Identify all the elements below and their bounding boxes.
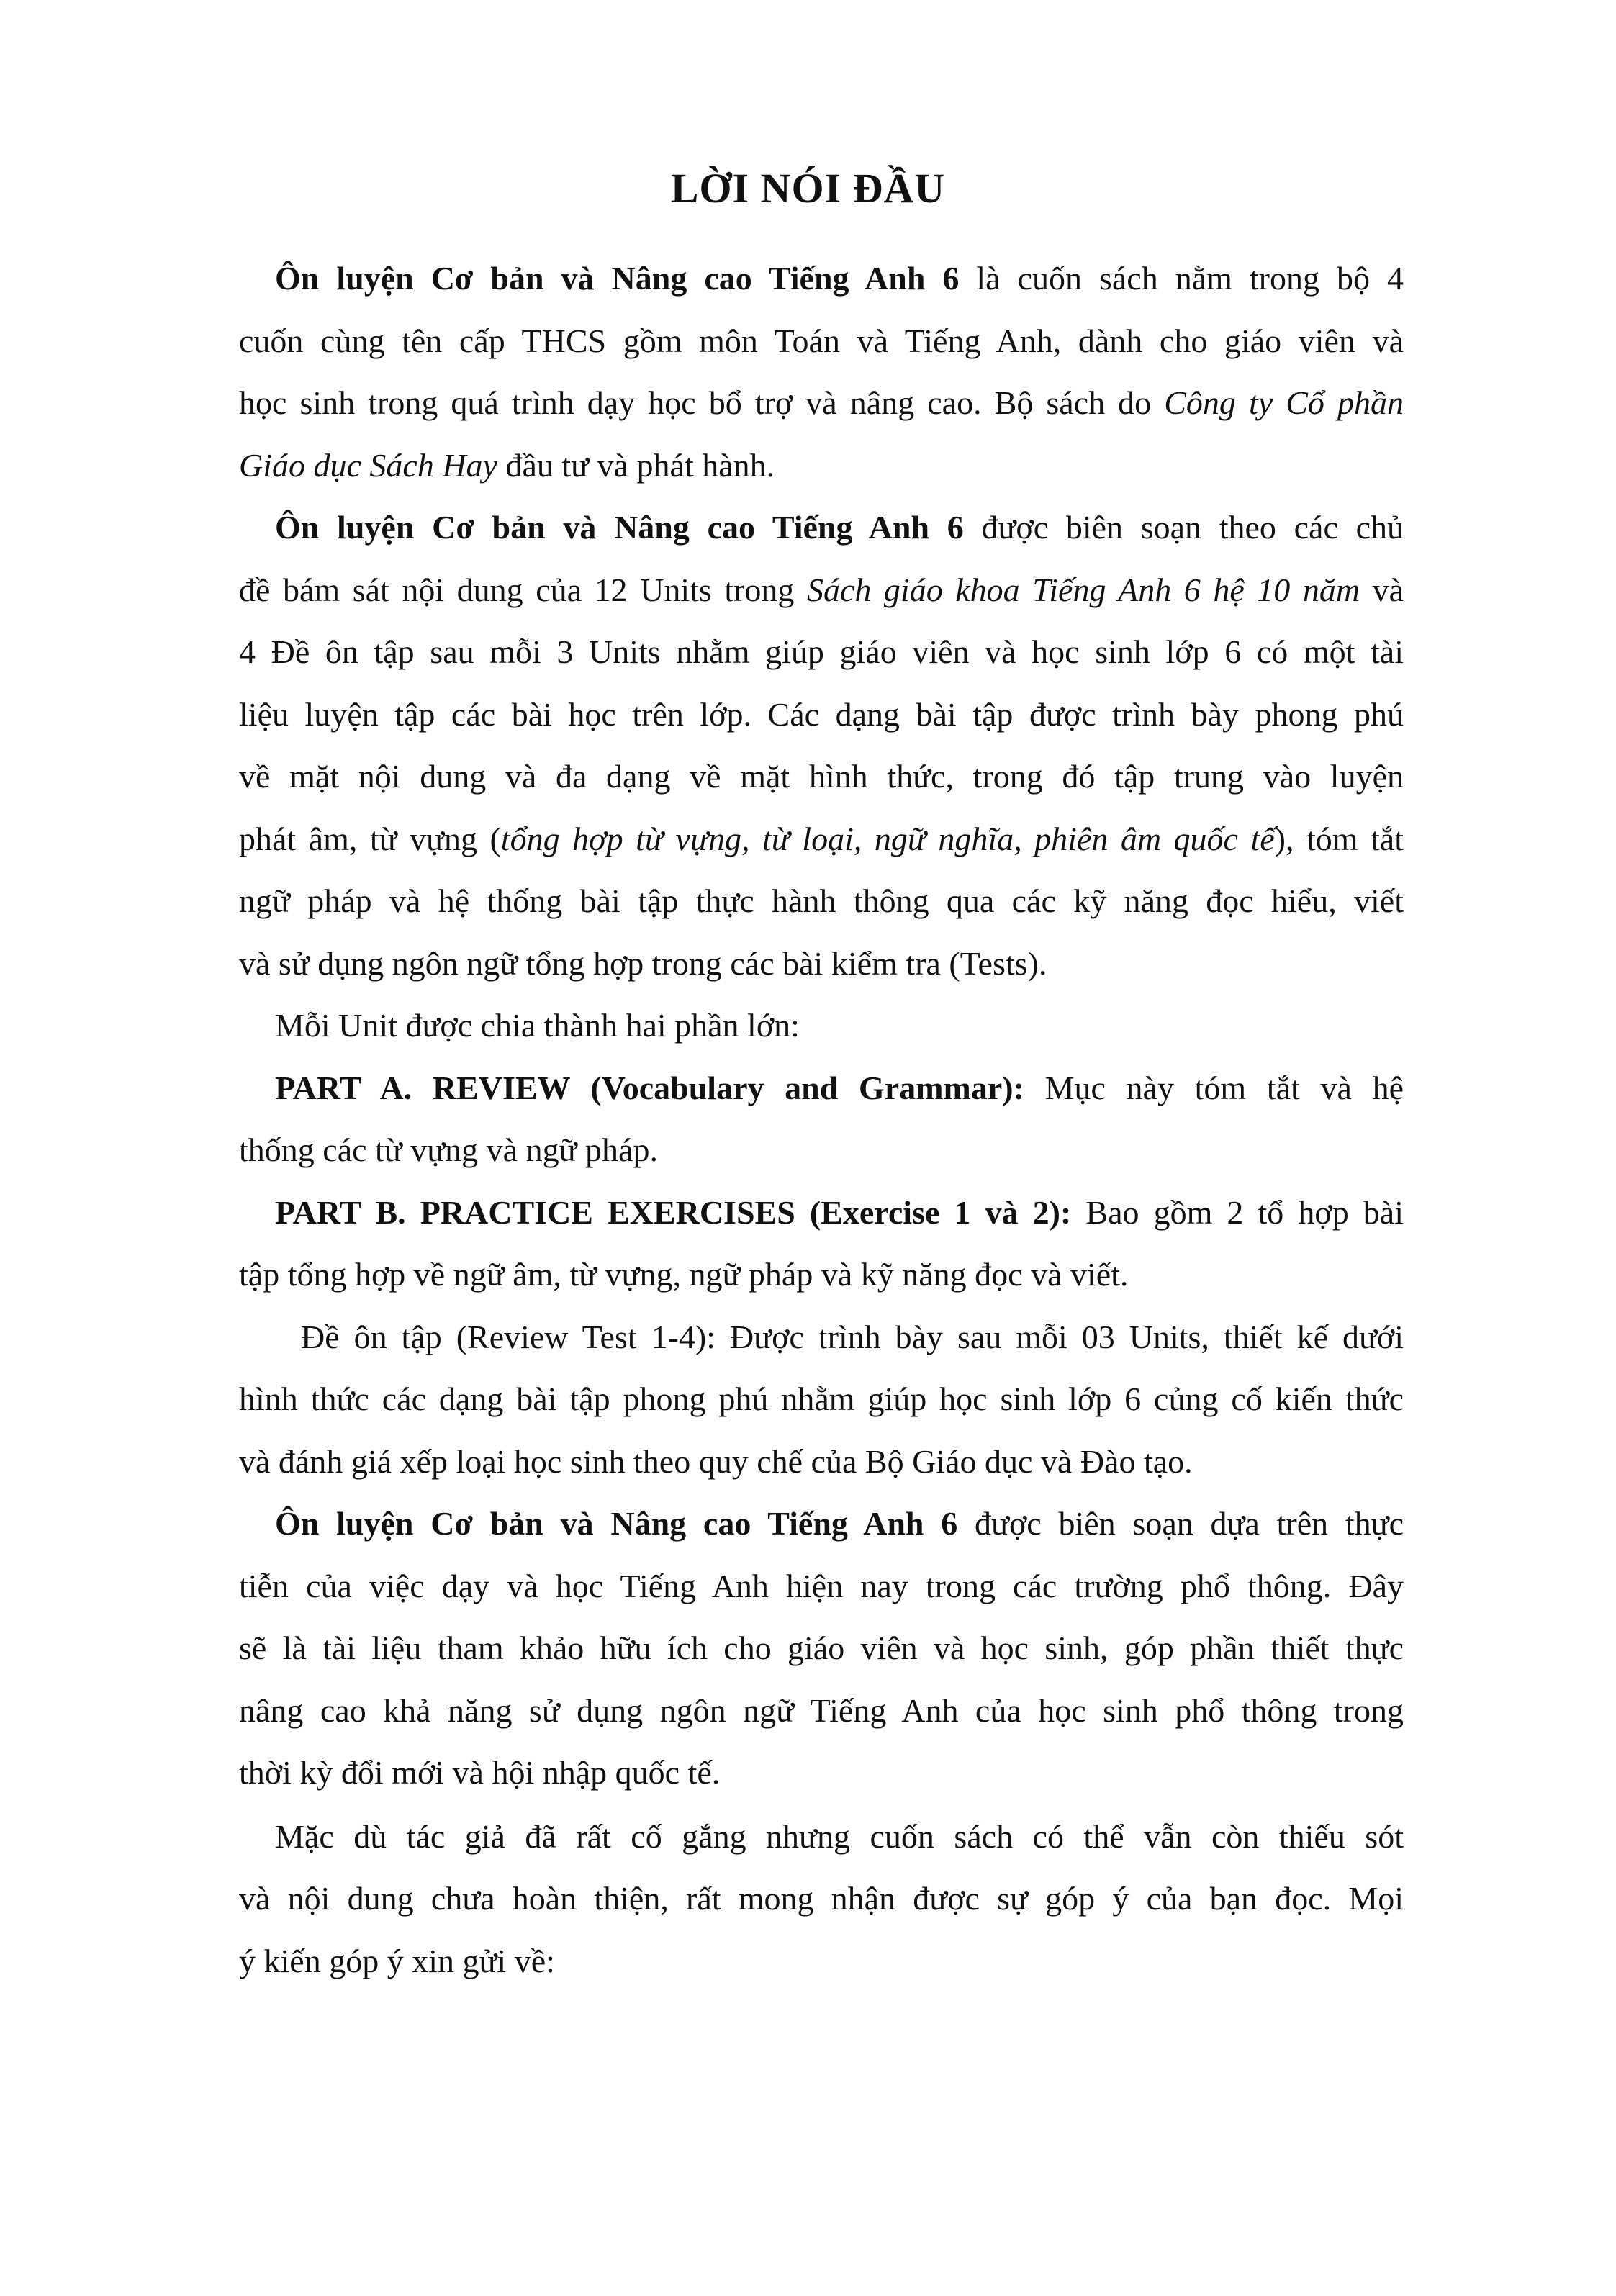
bold-text: Ôn luyện Cơ bản và Nâng cao Tiếng Anh 6 (275, 1505, 958, 1542)
text-run: liệu luyện tập các bài học trên lớp. Các dạng bài tập được trình bày phong phú (239, 695, 1404, 733)
text-line (239, 435, 1404, 497)
paragraph (239, 1057, 1404, 1182)
text-line (239, 310, 1404, 373)
text-line (239, 1119, 1404, 1182)
text-line (239, 1617, 1404, 1680)
text-line (239, 248, 1404, 310)
italic-text: Sách giáo khoa Tiếng Anh 6 hệ 10 năm (806, 571, 1360, 608)
paragraph (239, 248, 1404, 497)
text-line (239, 1306, 1404, 1369)
text-line (239, 1806, 1404, 1868)
paragraph (239, 1806, 1404, 1993)
text-run: và sử dụng ngôn ngữ tổng hợp trong các bài kiểm tra (Tests). (239, 944, 1047, 982)
text-run: cuốn cùng tên cấp THCS gồm môn Toán và Tiếng Anh, dành cho giáo viên và (239, 322, 1404, 359)
text-line (239, 933, 1404, 995)
text-run: và nội dung chưa hoàn thiện, rất mong nhận được sự góp ý của bạn đọc. Mọi (239, 1880, 1404, 1917)
document-body (239, 248, 1404, 1992)
paragraph (239, 995, 1404, 1057)
text-run: và đánh giá xếp loại học sinh theo quy chế của Bộ Giáo dục và Đào tạo. (239, 1442, 1193, 1480)
text-run: nâng cao khả năng sử dụng ngôn ngữ Tiếng Anh của học sinh phổ thông trong (239, 1691, 1404, 1729)
italic-text: tổng hợp từ vựng, từ loại, ngữ nghĩa, phiên âm quốc tế (500, 820, 1275, 857)
text-line (239, 559, 1404, 622)
bold-text: PART A. REVIEW (Vocabulary and Grammar): (275, 1069, 1024, 1106)
bold-text: Ôn luyện Cơ bản và Nâng cao Tiếng Anh 6 (275, 260, 960, 297)
text-run: Bao gồm 2 tổ hợp bài (1071, 1193, 1404, 1231)
text-run: và (1360, 571, 1404, 608)
text-line (239, 1057, 1404, 1120)
text-line (239, 621, 1404, 684)
text-run: sẽ là tài liệu tham khảo hữu ích cho giáo viên và học sinh, góp phần thiết thực (239, 1630, 1404, 1666)
text-line (239, 1431, 1404, 1493)
text-line (239, 1555, 1404, 1618)
text-line (239, 995, 1404, 1057)
text-run: được biên soạn theo các chủ (963, 509, 1404, 546)
text-line (239, 497, 1404, 559)
page-title: LỜI NÓI ĐẦU (670, 165, 946, 212)
paragraph (239, 497, 1404, 995)
paragraph (239, 1493, 1404, 1804)
text-run: hình thức các dạng bài tập phong phú nhằm giúp học sinh lớp 6 củng cố kiến thức (239, 1380, 1404, 1417)
text-run: là cuốn sách nằm trong bộ 4 (959, 260, 1404, 297)
text-run: về mặt nội dung và đa dạng về mặt hình thức, trong đó tập trung vào luyện (239, 758, 1404, 795)
text-run: Mặc dù tác giả đã rất cố gắng nhưng cuốn sách có thể vẫn còn thiếu sót (275, 1817, 1404, 1855)
text-line (239, 1930, 1404, 1993)
text-run: tập tổng hợp về ngữ âm, từ vựng, ngữ pháp và kỹ năng đọc và viết. (239, 1256, 1129, 1293)
text-line (239, 1244, 1404, 1306)
text-run: phát âm, từ vựng ( (239, 820, 501, 857)
text-line (239, 1493, 1404, 1555)
text-run: tiễn của việc dạy và học Tiếng Anh hiện nay trong các trường phổ thông. Đây (239, 1567, 1404, 1604)
text-line (239, 870, 1404, 933)
text-run: Mục này tóm tắt và hệ (1024, 1069, 1404, 1106)
text-line (239, 1742, 1404, 1804)
bold-text: Ôn luyện Cơ bản và Nâng cao Tiếng Anh 6 (275, 509, 964, 546)
text-line (239, 1368, 1404, 1431)
text-run: học sinh trong quá trình dạy học bổ trợ và nâng cao. Bộ sách do (239, 384, 1165, 421)
text-run: ngữ pháp và hệ thống bài tập thực hành thông qua các kỹ năng đọc hiểu, viết (239, 882, 1404, 919)
text-run: 4 Đề ôn tập sau mỗi 3 Units nhằm giúp giáo viên và học sinh lớp 6 có một tài (239, 633, 1404, 670)
text-line (239, 372, 1404, 435)
italic-text: Công ty Cổ phần (1164, 384, 1404, 421)
text-line (239, 746, 1404, 808)
text-run: thống các từ vựng và ngữ pháp. (239, 1131, 658, 1168)
bold-text: PART B. PRACTICE EXERCISES (Exercise 1 và 2): (275, 1193, 1072, 1231)
paragraph (239, 1306, 1404, 1493)
text-run: ý kiến góp ý xin gửi về: (239, 1942, 555, 1979)
text-run: Mỗi Unit được chia thành hai phần lớn: (275, 1007, 800, 1044)
text-line (239, 1680, 1404, 1743)
text-line (239, 808, 1404, 871)
text-line (239, 684, 1404, 746)
text-run: được biên soạn dựa trên thực (957, 1505, 1404, 1542)
paragraph (239, 1182, 1404, 1306)
text-run: ), tóm tắt (1274, 820, 1404, 857)
text-run: đầu tư và phát hành. (497, 446, 775, 484)
text-line (239, 1182, 1404, 1244)
text-run: Đề ôn tập (Review Test 1-4): Được trình bày sau mỗi 03 Units, thiết kế dưới (301, 1318, 1404, 1355)
text-run: thời kỳ đổi mới và hội nhập quốc tế. (239, 1754, 721, 1791)
text-run: đề bám sát nội dung của 12 Units trong (239, 571, 807, 608)
text-line (239, 1868, 1404, 1930)
italic-text: Giáo dục Sách Hay (239, 446, 497, 484)
